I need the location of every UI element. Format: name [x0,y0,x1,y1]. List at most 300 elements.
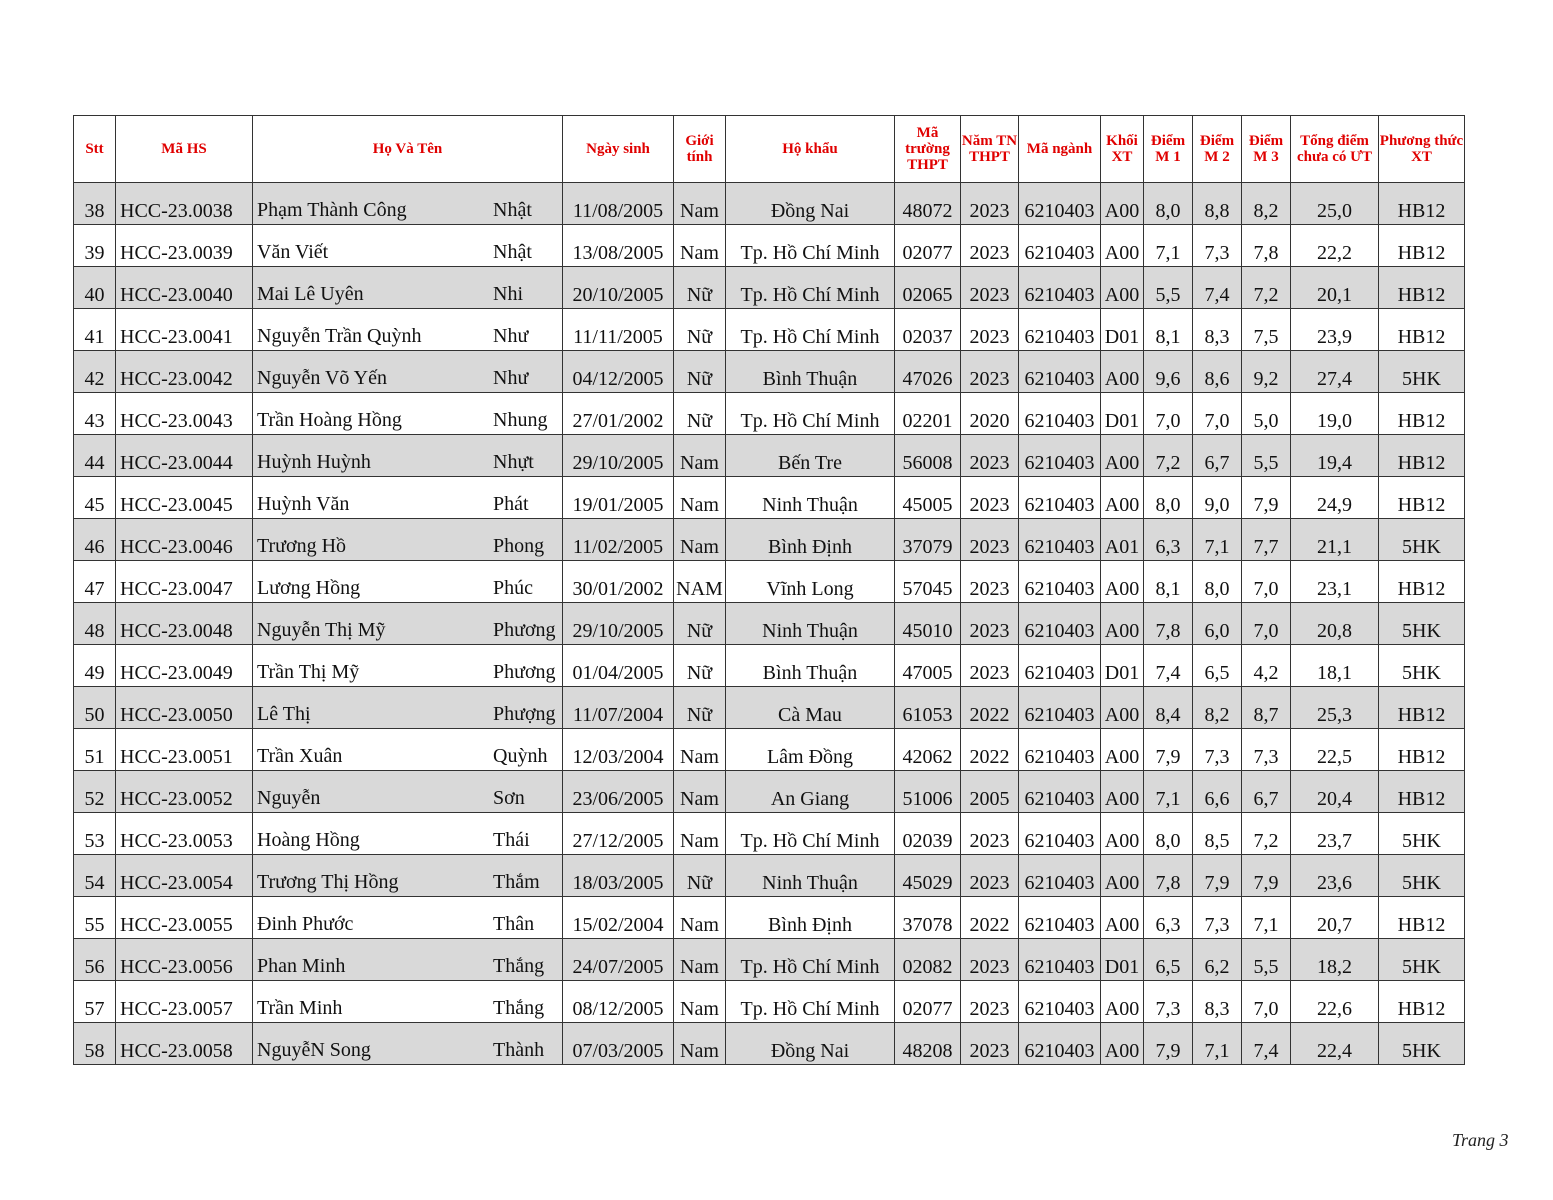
cell-ho-khau: An Giang [726,771,895,813]
cell-ho-ten [253,393,563,435]
cell-diem-m2: 7,4 [1193,267,1242,309]
cell-khoi: A00 [1101,225,1144,267]
cell-ho-ten [253,813,563,855]
cell-diem-m3: 7,9 [1242,477,1291,519]
cell-gioi-tinh: NAM [674,561,726,603]
cell-ten: Thắm [493,871,540,893]
cell-stt: 53 [74,813,116,855]
cell-ngay-sinh: 13/08/2005 [563,225,674,267]
cell-gioi-tinh: Nam [674,519,726,561]
cell-tong-diem: 18,2 [1291,939,1379,981]
cell-phuong-thuc: HB12 [1379,309,1465,351]
cell-ho-ten [253,771,563,813]
cell-khoi: A00 [1101,267,1144,309]
cell-ma-nganh: 6210403 [1019,981,1101,1023]
cell-diem-m3: 7,1 [1242,897,1291,939]
cell-khoi: A00 [1101,729,1144,771]
cell-diem-m2: 8,6 [1193,351,1242,393]
table-row [74,183,1465,225]
cell-diem-m2: 7,3 [1193,225,1242,267]
cell-ho-khau: Bình Định [726,519,895,561]
cell-ma-hs: HCC-23.0038 [116,183,253,225]
cell-ho-ten [253,729,563,771]
cell-ma-nganh: 6210403 [1019,771,1101,813]
cell-ma-hs: HCC-23.0047 [116,561,253,603]
cell-ngay-sinh: 30/01/2002 [563,561,674,603]
cell-nam-tn: 2023 [961,519,1019,561]
cell-ngay-sinh: 07/03/2005 [563,1023,674,1065]
cell-tong-diem: 21,1 [1291,519,1379,561]
cell-nam-tn: 2023 [961,351,1019,393]
cell-gioi-tinh: Nam [674,477,726,519]
cell-diem-m1: 8,1 [1144,309,1193,351]
cell-nam-tn: 2023 [961,183,1019,225]
cell-ho-khau: Tp. Hồ Chí Minh [726,267,895,309]
cell-diem-m3: 8,2 [1242,183,1291,225]
cell-nam-tn: 2023 [961,435,1019,477]
cell-stt: 54 [74,855,116,897]
header-ho-va-ten: Họ Và Tên [253,116,563,183]
cell-nam-tn: 2023 [961,477,1019,519]
cell-ngay-sinh: 24/07/2005 [563,939,674,981]
cell-ho-khau: Tp. Hồ Chí Minh [726,225,895,267]
cell-tong-diem: 19,0 [1291,393,1379,435]
header-diem-m2: Điểm M 2 [1193,116,1242,183]
cell-ho-ten [253,183,563,225]
header-row [74,116,1465,183]
cell-nam-tn: 2023 [961,813,1019,855]
cell-ma-nganh: 6210403 [1019,519,1101,561]
table-row [74,435,1465,477]
cell-ma-truong: 45010 [895,603,961,645]
cell-diem-m1: 7,3 [1144,981,1193,1023]
cell-tong-diem: 23,9 [1291,309,1379,351]
cell-stt: 45 [74,477,116,519]
cell-diem-m2: 7,3 [1193,897,1242,939]
table-row [74,729,1465,771]
cell-phuong-thuc: 5HK [1379,813,1465,855]
cell-gioi-tinh: Nữ [674,393,726,435]
cell-phuong-thuc: HB12 [1379,897,1465,939]
cell-stt: 52 [74,771,116,813]
table-row [74,771,1465,813]
cell-gioi-tinh: Nam [674,435,726,477]
cell-ten: Thắng [493,955,545,977]
cell-diem-m2: 8,2 [1193,687,1242,729]
cell-nam-tn: 2022 [961,897,1019,939]
cell-ma-truong: 02201 [895,393,961,435]
cell-ho: Phạm Thành Công [257,199,407,221]
cell-gioi-tinh: Nam [674,981,726,1023]
cell-ho: Nguyễn Thị Mỹ [257,619,386,641]
cell-ten: Quỳnh [493,745,548,767]
cell-phuong-thuc: 5HK [1379,351,1465,393]
cell-ho: NguyễN Song [257,1039,371,1061]
cell-ten: Thành [493,1039,545,1061]
cell-diem-m1: 6,5 [1144,939,1193,981]
cell-ma-truong: 48208 [895,1023,961,1065]
cell-diem-m2: 8,5 [1193,813,1242,855]
cell-ma-truong: 02039 [895,813,961,855]
cell-ngay-sinh: 27/12/2005 [563,813,674,855]
cell-ten: Nhật [493,199,532,221]
cell-ma-truong: 42062 [895,729,961,771]
cell-diem-m2: 9,0 [1193,477,1242,519]
cell-ho: Nguyễn Võ Yến [257,367,387,389]
cell-ma-nganh: 6210403 [1019,477,1101,519]
table-row [74,393,1465,435]
cell-nam-tn: 2023 [961,561,1019,603]
cell-ho-khau: Ninh Thuận [726,855,895,897]
cell-nam-tn: 2023 [961,309,1019,351]
cell-diem-m2: 6,7 [1193,435,1242,477]
table-row [74,309,1465,351]
cell-nam-tn: 2023 [961,855,1019,897]
cell-ho-khau: Ninh Thuận [726,477,895,519]
cell-gioi-tinh: Nữ [674,855,726,897]
table-row [74,687,1465,729]
cell-ma-nganh: 6210403 [1019,687,1101,729]
cell-ma-hs: HCC-23.0046 [116,519,253,561]
cell-ngay-sinh: 29/10/2005 [563,435,674,477]
cell-ngay-sinh: 08/12/2005 [563,981,674,1023]
cell-khoi: A00 [1101,183,1144,225]
cell-khoi: A00 [1101,771,1144,813]
cell-stt: 47 [74,561,116,603]
cell-ngay-sinh: 11/02/2005 [563,519,674,561]
cell-ngay-sinh: 23/06/2005 [563,771,674,813]
cell-diem-m1: 8,0 [1144,183,1193,225]
cell-ho-ten [253,225,563,267]
cell-ma-hs: HCC-23.0042 [116,351,253,393]
cell-ma-truong: 47005 [895,645,961,687]
cell-diem-m3: 5,5 [1242,939,1291,981]
cell-tong-diem: 20,7 [1291,897,1379,939]
table-row [74,225,1465,267]
cell-ma-nganh: 6210403 [1019,267,1101,309]
cell-nam-tn: 2023 [961,603,1019,645]
cell-diem-m3: 7,7 [1242,519,1291,561]
cell-ten: Phượng [493,703,556,725]
cell-ten: Sơn [493,787,525,809]
cell-diem-m1: 8,0 [1144,813,1193,855]
cell-stt: 46 [74,519,116,561]
cell-diem-m3: 6,7 [1242,771,1291,813]
cell-tong-diem: 18,1 [1291,645,1379,687]
cell-stt: 56 [74,939,116,981]
cell-ho: Lương Hồng [257,577,361,599]
cell-phuong-thuc: HB12 [1379,477,1465,519]
cell-diem-m3: 7,0 [1242,603,1291,645]
table-row [74,1023,1465,1065]
cell-ngay-sinh: 11/08/2005 [563,183,674,225]
cell-ho: Phan Minh [257,955,346,977]
cell-diem-m3: 7,0 [1242,561,1291,603]
cell-phuong-thuc: HB12 [1379,267,1465,309]
cell-nam-tn: 2020 [961,393,1019,435]
student-list-table [73,115,1465,1065]
cell-ho: Huỳnh Văn [257,493,350,515]
cell-ho-khau: Bình Thuận [726,645,895,687]
cell-ma-hs: HCC-23.0045 [116,477,253,519]
cell-ho-ten [253,267,563,309]
cell-khoi: A00 [1101,813,1144,855]
cell-phuong-thuc: HB12 [1379,687,1465,729]
cell-ho-khau: Lâm Đồng [726,729,895,771]
cell-nam-tn: 2023 [961,939,1019,981]
cell-ho-khau: Tp. Hồ Chí Minh [726,309,895,351]
cell-ho-ten [253,855,563,897]
table-row [74,813,1465,855]
cell-diem-m3: 7,2 [1242,813,1291,855]
cell-ngay-sinh: 15/02/2004 [563,897,674,939]
cell-phuong-thuc: HB12 [1379,729,1465,771]
cell-ma-hs: HCC-23.0054 [116,855,253,897]
cell-ho-khau: Bình Định [726,897,895,939]
cell-ngay-sinh: 04/12/2005 [563,351,674,393]
cell-ma-truong: 45005 [895,477,961,519]
cell-stt: 50 [74,687,116,729]
cell-ma-hs: HCC-23.0057 [116,981,253,1023]
cell-ma-truong: 02077 [895,981,961,1023]
cell-diem-m1: 7,2 [1144,435,1193,477]
cell-diem-m1: 7,1 [1144,771,1193,813]
cell-gioi-tinh: Nữ [674,603,726,645]
cell-ma-truong: 51006 [895,771,961,813]
cell-ho: Lê Thị [257,703,311,725]
cell-diem-m1: 8,1 [1144,561,1193,603]
cell-tong-diem: 22,2 [1291,225,1379,267]
cell-diem-m1: 6,3 [1144,519,1193,561]
cell-gioi-tinh: Nam [674,1023,726,1065]
cell-ho-ten [253,351,563,393]
cell-tong-diem: 25,0 [1291,183,1379,225]
cell-phuong-thuc: HB12 [1379,225,1465,267]
cell-stt: 39 [74,225,116,267]
cell-ma-truong: 02082 [895,939,961,981]
cell-diem-m2: 6,2 [1193,939,1242,981]
cell-phuong-thuc: 5HK [1379,519,1465,561]
cell-ma-truong: 37078 [895,897,961,939]
cell-phuong-thuc: 5HK [1379,1023,1465,1065]
cell-gioi-tinh: Nam [674,939,726,981]
cell-ngay-sinh: 27/01/2002 [563,393,674,435]
header-ma-truong: Mã trường THPT [895,116,961,183]
cell-ten: Nhựt [493,451,534,473]
header-diem-m1: Điểm M 1 [1144,116,1193,183]
cell-diem-m1: 7,0 [1144,393,1193,435]
cell-diem-m2: 6,0 [1193,603,1242,645]
cell-ten: Phong [493,535,545,557]
cell-khoi: A01 [1101,519,1144,561]
cell-ho: Trương Thị Hồng [257,871,399,893]
cell-ma-nganh: 6210403 [1019,855,1101,897]
header-ma-hs: Mã HS [116,116,253,183]
cell-ten: Phúc [493,577,533,599]
cell-diem-m3: 7,5 [1242,309,1291,351]
cell-stt: 44 [74,435,116,477]
cell-stt: 49 [74,645,116,687]
cell-ma-nganh: 6210403 [1019,645,1101,687]
cell-khoi: A00 [1101,435,1144,477]
cell-ma-hs: HCC-23.0052 [116,771,253,813]
cell-ma-truong: 37079 [895,519,961,561]
cell-diem-m2: 7,1 [1193,519,1242,561]
cell-ma-hs: HCC-23.0049 [116,645,253,687]
cell-ma-hs: HCC-23.0050 [116,687,253,729]
cell-ho-khau: Ninh Thuận [726,603,895,645]
cell-ten: Như [493,325,529,347]
cell-phuong-thuc: 5HK [1379,645,1465,687]
cell-ho-ten [253,519,563,561]
cell-stt: 41 [74,309,116,351]
cell-diem-m2: 7,3 [1193,729,1242,771]
cell-ma-hs: HCC-23.0058 [116,1023,253,1065]
cell-ho: Trương Hồ [257,535,347,557]
cell-ho: Nguyễn [257,787,321,809]
cell-tong-diem: 22,6 [1291,981,1379,1023]
cell-diem-m2: 8,3 [1193,981,1242,1023]
cell-ho-khau: Cà Mau [726,687,895,729]
cell-stt: 40 [74,267,116,309]
cell-gioi-tinh: Nữ [674,645,726,687]
cell-ma-truong: 02037 [895,309,961,351]
table-row [74,855,1465,897]
header-gioi-tinh: Giới tính [674,116,726,183]
cell-diem-m2: 7,1 [1193,1023,1242,1065]
cell-ho-ten [253,645,563,687]
table-row [74,351,1465,393]
cell-ma-hs: HCC-23.0051 [116,729,253,771]
cell-ma-hs: HCC-23.0041 [116,309,253,351]
cell-ma-nganh: 6210403 [1019,897,1101,939]
cell-ngay-sinh: 19/01/2005 [563,477,674,519]
cell-ma-truong: 45029 [895,855,961,897]
cell-ten: Nhật [493,241,532,263]
cell-ho-khau: Bến Tre [726,435,895,477]
cell-diem-m1: 8,4 [1144,687,1193,729]
cell-ho: Hoàng Hồng [257,829,360,851]
cell-ho-ten [253,435,563,477]
cell-diem-m3: 7,9 [1242,855,1291,897]
cell-ho-ten [253,477,563,519]
cell-nam-tn: 2023 [961,981,1019,1023]
cell-diem-m1: 7,9 [1144,1023,1193,1065]
cell-ma-hs: HCC-23.0040 [116,267,253,309]
cell-ma-nganh: 6210403 [1019,393,1101,435]
cell-ten: Nhi [493,283,523,305]
cell-ma-hs: HCC-23.0044 [116,435,253,477]
cell-ma-truong: 02065 [895,267,961,309]
cell-tong-diem: 25,3 [1291,687,1379,729]
cell-stt: 38 [74,183,116,225]
cell-khoi: A00 [1101,477,1144,519]
cell-diem-m2: 7,0 [1193,393,1242,435]
cell-gioi-tinh: Nam [674,771,726,813]
cell-ho: Trần Xuân [257,745,343,767]
cell-diem-m1: 7,9 [1144,729,1193,771]
cell-ho: Trần Hoàng Hồng [257,409,402,431]
cell-tong-diem: 23,6 [1291,855,1379,897]
cell-diem-m1: 5,5 [1144,267,1193,309]
table-row [74,645,1465,687]
cell-phuong-thuc: HB12 [1379,183,1465,225]
cell-phuong-thuc: HB12 [1379,435,1465,477]
cell-ngay-sinh: 18/03/2005 [563,855,674,897]
cell-ma-nganh: 6210403 [1019,813,1101,855]
cell-ho-ten [253,1023,563,1065]
table-row [74,561,1465,603]
cell-ma-hs: HCC-23.0048 [116,603,253,645]
cell-ten: Phương [493,619,556,641]
cell-ma-nganh: 6210403 [1019,561,1101,603]
cell-ho-khau: Tp. Hồ Chí Minh [726,393,895,435]
cell-diem-m2: 8,3 [1193,309,1242,351]
cell-khoi: A00 [1101,1023,1144,1065]
cell-khoi: A00 [1101,351,1144,393]
header-tong-diem: Tổng điểm chưa có ƯT [1291,116,1379,183]
cell-tong-diem: 24,9 [1291,477,1379,519]
cell-khoi: D01 [1101,645,1144,687]
cell-phuong-thuc: HB12 [1379,561,1465,603]
cell-phuong-thuc: 5HK [1379,939,1465,981]
cell-tong-diem: 27,4 [1291,351,1379,393]
cell-stt: 42 [74,351,116,393]
cell-phuong-thuc: HB12 [1379,771,1465,813]
cell-nam-tn: 2022 [961,687,1019,729]
cell-ho-khau: Tp. Hồ Chí Minh [726,939,895,981]
cell-ma-truong: 61053 [895,687,961,729]
header-ngay-sinh: Ngày sinh [563,116,674,183]
cell-nam-tn: 2005 [961,771,1019,813]
cell-nam-tn: 2023 [961,225,1019,267]
cell-stt: 55 [74,897,116,939]
cell-stt: 48 [74,603,116,645]
cell-khoi: A00 [1101,855,1144,897]
cell-ho: Văn Viết [257,241,329,263]
cell-nam-tn: 2023 [961,645,1019,687]
cell-tong-diem: 20,1 [1291,267,1379,309]
cell-gioi-tinh: Nữ [674,309,726,351]
table-row [74,267,1465,309]
cell-diem-m3: 8,7 [1242,687,1291,729]
cell-ho-ten [253,939,563,981]
cell-ma-hs: HCC-23.0055 [116,897,253,939]
cell-phuong-thuc: 5HK [1379,603,1465,645]
cell-nam-tn: 2022 [961,729,1019,771]
cell-nam-tn: 2023 [961,1023,1019,1065]
cell-ho-ten [253,561,563,603]
cell-diem-m3: 7,2 [1242,267,1291,309]
cell-tong-diem: 22,4 [1291,1023,1379,1065]
cell-stt: 43 [74,393,116,435]
cell-khoi: D01 [1101,309,1144,351]
cell-tong-diem: 20,8 [1291,603,1379,645]
cell-diem-m3: 5,5 [1242,435,1291,477]
cell-ho: Nguyễn Trần Quỳnh [257,325,422,347]
cell-ma-hs: HCC-23.0056 [116,939,253,981]
cell-diem-m3: 4,2 [1242,645,1291,687]
cell-ho-khau: Tp. Hồ Chí Minh [726,813,895,855]
cell-ma-nganh: 6210403 [1019,939,1101,981]
table-row [74,981,1465,1023]
cell-diem-m1: 9,6 [1144,351,1193,393]
cell-ma-nganh: 6210403 [1019,225,1101,267]
cell-ma-nganh: 6210403 [1019,603,1101,645]
cell-gioi-tinh: Nam [674,183,726,225]
cell-gioi-tinh: Nữ [674,687,726,729]
cell-ma-truong: 02077 [895,225,961,267]
